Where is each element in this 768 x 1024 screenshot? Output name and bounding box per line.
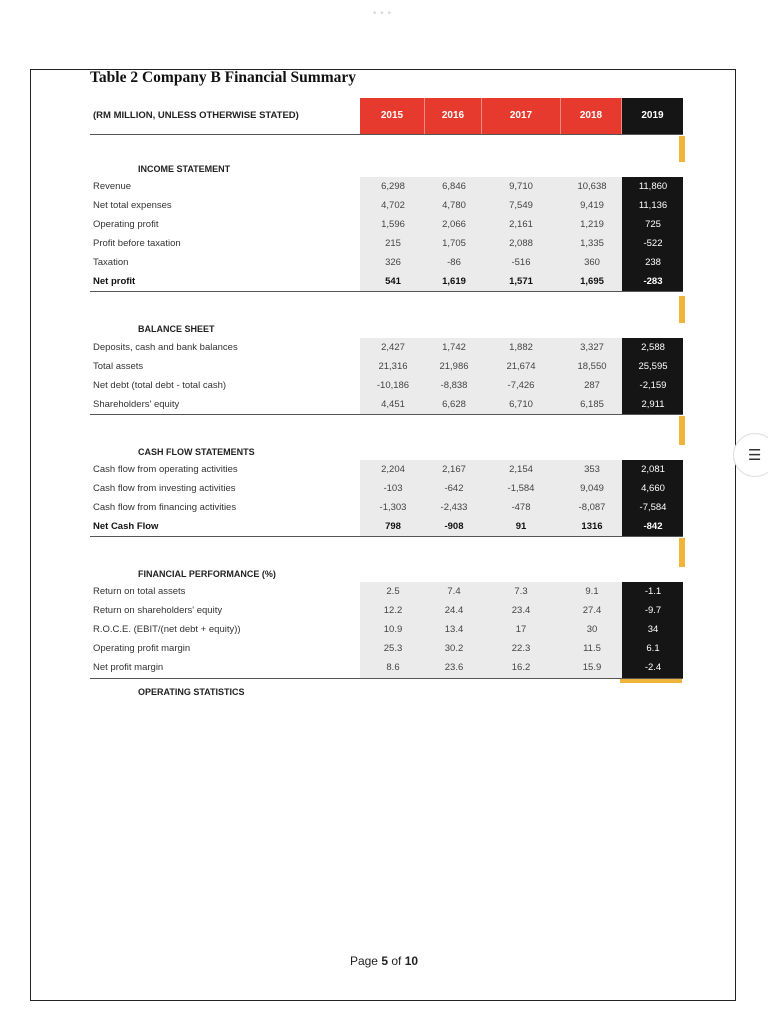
cell-2016: 13.4 [444,624,464,635]
table-row [90,479,683,498]
cell-2018: 15.9 [582,662,602,673]
cell-2017: -478 [511,502,531,513]
cell-2019: -1.1 [644,586,662,597]
cell-2015: 2,204 [381,464,405,475]
cell-2017: 2,088 [509,238,533,249]
row-label: Net total expenses [93,200,172,211]
table-row [90,395,683,414]
page-indicator [0,954,768,968]
cell-2018: 1316 [581,521,603,532]
section-title-operating: OPERATING STATISTICS [138,687,245,697]
cell-2019: 11,136 [638,200,668,211]
cell-2019: -842 [643,521,663,532]
table-row [90,582,683,601]
cell-2019: 2,081 [641,464,665,475]
cell-2017: 21,674 [506,361,536,372]
cell-2016: 23.6 [444,662,464,673]
table-row [90,177,683,196]
cell-2016: 1,619 [442,276,466,287]
row-label: Return on total assets [93,586,186,597]
section-title-income: INCOME STATEMENT [138,164,231,174]
units-label: (RM MILLION, UNLESS OTHERWISE STATED) [93,110,299,121]
year-header-2018: 2018 [561,98,622,134]
row-label: Profit before taxation [93,238,181,249]
hamburger-icon: ☰ [748,446,762,464]
page-total: 10 [404,954,419,968]
cell-2015: 2,427 [381,342,405,353]
cell-2019: 238 [645,257,661,268]
cell-2017: 22.3 [511,643,531,654]
cell-2018: 18,550 [577,361,607,372]
cell-2017: 1,882 [509,342,533,353]
row-label: Operating profit [93,219,159,230]
cell-2018: 1,219 [580,219,604,230]
section-rule-cashflow [90,536,683,537]
page-prefix: Page [349,954,378,968]
row-label: Shareholders' equity [93,399,180,410]
cell-2019: 4,660 [641,483,665,494]
cell-2017: 23.4 [511,605,531,616]
year-header-2015: 2015 [360,98,425,134]
accent-bar-performance [679,538,685,567]
cell-2019: 2,911 [641,399,665,410]
header-rule [90,134,683,135]
cell-2017: 1,571 [509,276,533,287]
row-label: Net debt (total debt - total cash) [93,380,227,391]
cell-2019: 11,860 [638,181,668,192]
cell-2016: -86 [447,257,461,268]
table-row-total [90,517,683,536]
cell-2016: 1,742 [442,342,466,353]
cell-2016: -8,838 [440,380,468,391]
cell-2018: 6,185 [580,399,604,410]
cell-2016: 24.4 [444,605,464,616]
cell-2017: 9,710 [509,181,533,192]
row-label: Revenue [93,181,132,192]
cell-2016: 21,986 [439,361,469,372]
cell-2018: 9.1 [585,586,599,597]
cell-2015: 10.9 [383,624,403,635]
row-label: Return on shareholders' equity [93,605,223,616]
row-label: Net profit [93,276,136,287]
cell-2018: 9,419 [580,200,604,211]
accent-bar-income [679,136,685,162]
cell-2019: -522 [643,238,663,249]
table-row [90,658,683,677]
cell-2017: 17 [515,624,527,635]
row-label: Net Cash Flow [93,521,159,532]
cell-2019: -2,159 [639,380,667,391]
cell-2015: -1,303 [379,502,407,513]
cell-2016: -908 [444,521,464,532]
table-row [90,460,683,479]
cell-2019: -2.4 [644,662,662,673]
cell-2018: 27.4 [582,605,602,616]
cell-2017: 91 [515,521,527,532]
cell-2019: 2,588 [641,342,665,353]
accent-bar-balance [679,296,685,323]
cell-2015: 8.6 [386,662,400,673]
table-row [90,620,683,639]
cell-2015: 25.3 [383,643,403,654]
cell-2015: -103 [383,483,403,494]
page-of: of [391,954,402,968]
cell-2017: 6,710 [509,399,533,410]
cell-2016: 2,066 [442,219,466,230]
cell-2015: 2.5 [386,586,400,597]
table-row-total [90,272,683,291]
cell-2017: -7,426 [507,380,535,391]
cell-2018: 11.5 [583,643,601,654]
cell-2015: 215 [385,238,401,249]
cell-2018: 287 [584,380,600,391]
cell-2017: -516 [511,257,531,268]
cell-2015: 21,316 [378,361,408,372]
cell-2015: 6,298 [381,181,405,192]
cell-2017: 2,154 [509,464,533,475]
table-row [90,376,683,395]
section-rule-balance [90,414,683,415]
row-label: Operating profit margin [93,643,191,654]
cell-2017: 7,549 [509,200,533,211]
table-row [90,215,683,234]
accent-bar-bottom [620,679,682,683]
section-title-cashflow: CASH FLOW STATEMENTS [138,447,255,457]
cell-2018: 1,695 [580,276,604,287]
cell-2015: 12.2 [383,605,403,616]
cell-2019: -7,584 [639,502,667,513]
cell-2017: 16.2 [511,662,531,673]
cell-2018: 353 [584,464,600,475]
cell-2016: 1,705 [442,238,466,249]
cell-2019: 6.1 [646,643,660,654]
cell-2018: 3,327 [580,342,604,353]
table-row [90,253,683,272]
row-label: Cash flow from investing activities [93,483,236,494]
cell-2018: 10,638 [577,181,607,192]
cell-2016: 6,628 [442,399,466,410]
table-row [90,601,683,620]
table-row [90,357,683,376]
section-rule-income [90,291,683,292]
cell-2015: 541 [385,276,401,287]
year-header-2019: 2019 [622,98,683,134]
row-label: Taxation [93,257,129,268]
cell-2019: 25,595 [638,361,668,372]
menu-button[interactable] [733,433,768,477]
cell-2017: -1,584 [507,483,535,494]
row-label: R.O.C.E. (EBIT/(net debt + equity)) [93,624,241,635]
cell-2019: 725 [645,219,661,230]
cell-2015: -10,186 [376,380,410,391]
section-rule-performance [90,678,683,679]
row-label: Deposits, cash and bank balances [93,342,238,353]
section-title-performance: FINANCIAL PERFORMANCE (%) [138,569,276,579]
cell-2018: -8,087 [578,502,606,513]
cell-2017: 7.3 [514,586,528,597]
page-current: 5 [381,954,388,968]
cell-2016: 4,780 [442,200,466,211]
cell-2018: 9,049 [580,483,604,494]
table-row [90,234,683,253]
cell-2015: 4,702 [381,200,405,211]
cell-2018: 30 [586,624,598,635]
cell-2018: 1,335 [580,238,604,249]
section-title-balance: BALANCE SHEET [138,324,215,334]
cell-2015: 798 [385,521,401,532]
cell-2017: 2,161 [509,219,533,230]
cell-2015: 326 [385,257,401,268]
table-row [90,498,683,517]
table-row [90,639,683,658]
row-label: Cash flow from financing activities [93,502,237,513]
cell-2019: -283 [643,276,663,287]
cell-2016: 2,167 [442,464,466,475]
cell-2015: 1,596 [381,219,405,230]
table-row [90,196,683,215]
table-row [90,338,683,357]
table-title: Table 2 Company B Financial Summary [90,69,356,86]
cell-2016: -642 [444,483,464,494]
cell-2019: 34 [647,624,659,635]
row-label: Total assets [93,361,144,372]
year-header-2017: 2017 [482,98,561,134]
cell-2016: -2,433 [440,502,468,513]
accent-bar-cashflow [679,416,685,445]
year-header-2016: 2016 [425,98,482,134]
cell-2019: -9.7 [644,605,662,616]
cell-2016: 7.4 [447,586,461,597]
cell-2016: 6,846 [442,181,466,192]
row-label: Net profit margin [93,662,164,673]
cell-2018: 360 [584,257,600,268]
cell-2015: 4,451 [381,399,405,410]
window-handle-dots[interactable]: ••• [372,9,394,19]
cell-2016: 30.2 [444,643,464,654]
row-label: Cash flow from operating activities [93,464,238,475]
